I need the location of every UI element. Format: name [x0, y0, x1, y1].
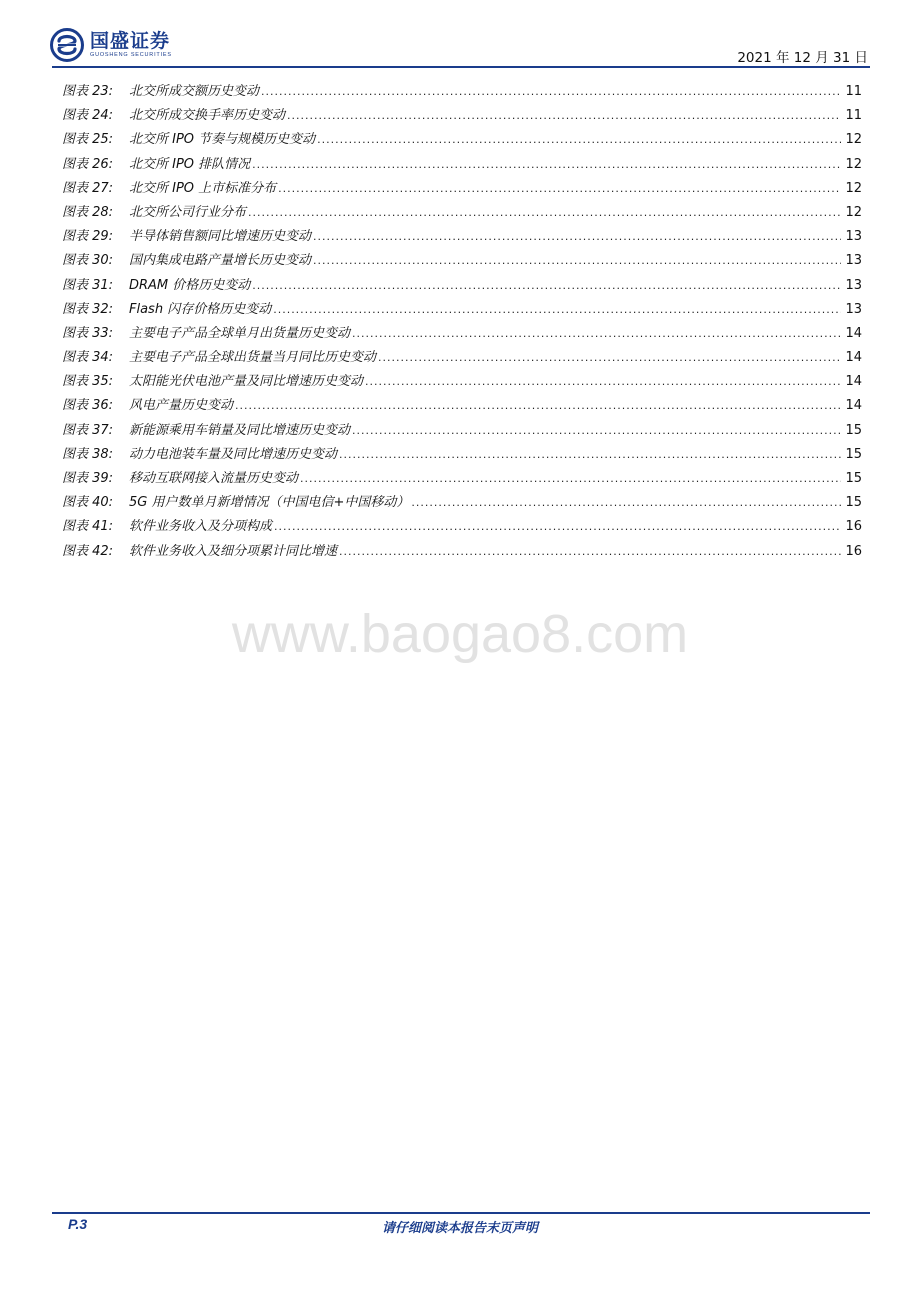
toc-entry-label: 图表 42: — [62, 543, 114, 559]
toc-entry-page: 14 — [845, 325, 862, 341]
toc-entry-title: 北交所 IPO 节奏与规模历史变动 — [129, 132, 316, 148]
toc-entry-page: 12 — [845, 132, 862, 148]
toc-entry-leader — [252, 274, 841, 298]
toc-entry-page: 12 — [845, 204, 862, 220]
toc-entry-title: 软件业务收入及细分项累计同比增速 — [129, 543, 338, 559]
toc-entry-page: 13 — [845, 253, 862, 269]
toc-entry-label: 图表 27: — [62, 180, 114, 196]
watermark: www.baogao8.com — [231, 604, 689, 664]
toc-entry[interactable] — [62, 346, 862, 370]
toc-entry-leader — [339, 540, 841, 564]
report-date: 2021 年 12 月 31 日 — [737, 50, 868, 66]
toc-entry[interactable] — [62, 394, 862, 418]
toc-entry-leader — [352, 419, 841, 443]
toc-entry-leader — [313, 249, 841, 273]
toc-entry[interactable] — [62, 201, 862, 225]
toc-entry-leader — [261, 80, 841, 104]
toc-entry[interactable] — [62, 249, 862, 273]
toc-entry-title: 北交所成交额历史变动 — [129, 84, 260, 99]
toc-entry-leader — [252, 153, 841, 177]
toc-entry-label: 图表 41: — [62, 519, 114, 535]
toc-entry-label: 图表 30: — [62, 253, 114, 269]
toc-entry[interactable] — [62, 298, 862, 322]
toc-entry-page: 15 — [845, 471, 862, 486]
toc-entry-page: 11 — [845, 108, 862, 124]
toc-entry-label: 图表 33: — [62, 325, 114, 341]
toc-entry-label: 图表 23: — [62, 84, 114, 99]
toc-entry-title: 软件业务收入及分项构成 — [129, 519, 273, 535]
toc-entry-leader — [235, 394, 841, 418]
toc-entry-title: 新能源乘用车销量及同比增速历史变动 — [129, 422, 351, 438]
toc-entry[interactable] — [62, 370, 862, 394]
logo-english-name: GUOSHENG SECURITIES — [90, 52, 172, 58]
toc-entry[interactable] — [62, 443, 862, 467]
toc-entry-page: 15 — [845, 422, 862, 438]
toc-entry-leader — [339, 443, 841, 467]
toc-entry-leader — [300, 467, 841, 491]
toc-entry-title: 5G 用户数单月新增情况（中国电信+中国移动） — [129, 495, 410, 511]
toc-entry-leader — [313, 225, 841, 249]
toc-entry-page: 15 — [845, 446, 862, 462]
toc-entry-title: 北交所公司行业分布 — [129, 204, 247, 220]
toc-entry[interactable] — [62, 540, 862, 564]
disclaimer-notice: 请仔细阅读本报告末页声明 — [381, 1221, 538, 1236]
toc-entry[interactable] — [62, 274, 862, 298]
toc-entry-label: 图表 36: — [62, 398, 114, 414]
toc-entry-title: 太阳能光伏电池产量及同比增速历史变动 — [129, 374, 364, 390]
toc-entry-leader — [378, 346, 841, 370]
toc-entry-page: 15 — [845, 495, 862, 511]
logo-chinese-name: 国盛证券 — [90, 30, 171, 52]
toc-entry-label: 图表 29: — [62, 229, 114, 245]
toc-entry-page: 12 — [845, 180, 862, 196]
toc-entry-title: 主要电子产品全球单月出货量历史变动 — [129, 325, 351, 341]
toc-entry-label: 图表 35: — [62, 374, 114, 390]
guosheng-logo — [50, 28, 172, 62]
toc-entry-label: 图表 28: — [62, 204, 114, 220]
toc-entry-leader — [278, 177, 841, 201]
toc-entry[interactable] — [62, 322, 862, 346]
toc-entry-title: 移动互联网接入流量历史变动 — [129, 471, 299, 486]
header-divider — [52, 66, 870, 68]
toc-entry[interactable] — [62, 491, 862, 515]
toc-entry-leader — [273, 298, 841, 322]
toc-entry[interactable] — [62, 467, 862, 491]
toc-entry-page: 16 — [845, 543, 862, 559]
toc-entry-label: 图表 25: — [62, 132, 114, 148]
toc-entry[interactable] — [62, 128, 862, 152]
toc-entry-title: 主要电子产品全球出货量当月同比历史变动 — [129, 350, 377, 366]
guosheng-logo-icon — [50, 28, 84, 62]
toc-entry-leader — [287, 104, 841, 128]
toc-entry-page: 14 — [845, 374, 862, 390]
toc-entry-title: 半导体销售额同比增速历史变动 — [129, 229, 312, 245]
toc-entry-label: 图表 31: — [62, 277, 114, 293]
footer-divider — [52, 1212, 870, 1214]
toc-entry-title: 动力电池装车量及同比增速历史变动 — [129, 446, 338, 462]
toc-entry-label: 图表 32: — [62, 301, 114, 317]
toc-entry-page: 16 — [845, 519, 862, 535]
toc-entry-leader — [365, 370, 841, 394]
page-number: P.3 — [68, 1216, 88, 1232]
toc-entry[interactable] — [62, 177, 862, 201]
toc-entry[interactable] — [62, 515, 862, 539]
toc-entry-label: 图表 39: — [62, 471, 114, 486]
toc-entry-label: 图表 38: — [62, 446, 114, 462]
toc-entry-label: 图表 24: — [62, 108, 114, 124]
toc-entry-page: 14 — [845, 398, 862, 414]
toc-entry-page: 11 — [845, 84, 862, 99]
toc-entry-leader — [248, 201, 841, 225]
toc-entry[interactable] — [62, 225, 862, 249]
figure-table-of-contents — [62, 80, 862, 564]
toc-entry-title: 风电产量历史变动 — [129, 398, 234, 414]
toc-entry[interactable] — [62, 80, 862, 104]
toc-entry-page: 14 — [845, 350, 862, 366]
toc-entry-title: 国内集成电路产量增长历史变动 — [129, 253, 312, 269]
toc-entry-page: 13 — [845, 277, 862, 293]
toc-entry-page: 13 — [845, 301, 862, 317]
toc-entry-label: 图表 37: — [62, 422, 114, 438]
page-header — [50, 24, 870, 68]
toc-entry[interactable] — [62, 153, 862, 177]
toc-entry-label: 图表 34: — [62, 350, 114, 366]
toc-entry-title: 北交所 IPO 上市标准分布 — [129, 180, 277, 196]
toc-entry-leader — [411, 491, 841, 515]
toc-entry-leader — [352, 322, 841, 346]
toc-entry-title: 北交所 IPO 排队情况 — [129, 156, 251, 172]
toc-entry-label: 图表 26: — [62, 156, 114, 172]
toc-entry-title: Flash 闪存价格历史变动 — [129, 301, 272, 317]
toc-entry[interactable] — [62, 419, 862, 443]
toc-entry-leader — [274, 515, 841, 539]
toc-entry-page: 12 — [845, 156, 862, 172]
toc-entry-label: 图表 40: — [62, 495, 114, 511]
toc-entry-title: 北交所成交换手率历史变动 — [129, 108, 286, 124]
toc-entry-title: DRAM 价格历史变动 — [129, 277, 251, 293]
toc-entry-leader — [317, 128, 841, 152]
toc-entry[interactable] — [62, 104, 862, 128]
toc-entry-page: 13 — [845, 229, 862, 245]
